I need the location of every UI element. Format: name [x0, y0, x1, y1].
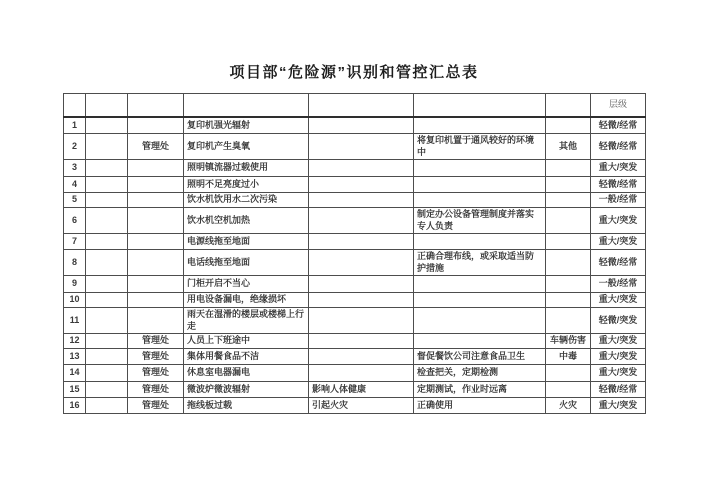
header-cell-blank: [546, 94, 591, 117]
cell-department: 管理处: [128, 349, 184, 365]
cell-accident-category: [546, 276, 591, 293]
cell-department: [128, 208, 184, 234]
cell-control-measure: 正确合理布线，或采取适当防护措施: [414, 250, 546, 276]
cell-department: 管理处: [128, 334, 184, 349]
table-header-row: [64, 94, 646, 117]
cell-consequence: [309, 334, 414, 349]
table-row: [64, 276, 646, 293]
cell-level: 轻微/突发: [591, 308, 646, 334]
cell-hazard: 集体用餐食品不洁: [184, 349, 309, 365]
cell-hazard: 微波炉微波辐射: [184, 382, 309, 398]
cell-control-measure: [414, 193, 546, 208]
cell-consequence: [309, 134, 414, 160]
cell-blank: [86, 234, 128, 250]
cell-blank: [86, 117, 128, 134]
cell-blank: [86, 308, 128, 334]
cell-blank: [86, 398, 128, 414]
cell-blank: [86, 293, 128, 308]
cell-department: 管理处: [128, 382, 184, 398]
table-row: [64, 334, 646, 349]
cell-control-measure: [414, 308, 546, 334]
cell-control-measure: [414, 117, 546, 134]
cell-control-measure: [414, 160, 546, 177]
cell-hazard: 照明镇流器过载使用: [184, 160, 309, 177]
cell-department: [128, 177, 184, 193]
cell-accident-category: 中毒: [546, 349, 591, 365]
cell-hazard: 照明不足亮度过小: [184, 177, 309, 193]
table-row: [64, 250, 646, 276]
cell-level: 轻微/经常: [591, 382, 646, 398]
cell-accident-category: 火灾: [546, 398, 591, 414]
cell-level: 轻微/经常: [591, 250, 646, 276]
cell-accident-category: 车辆伤害: [546, 334, 591, 349]
cell-department: [128, 193, 184, 208]
cell-control-measure: 正确使用: [414, 398, 546, 414]
cell-row-number: 10: [64, 293, 86, 308]
cell-control-measure: [414, 276, 546, 293]
table-row: [64, 117, 646, 134]
hazard-table: [63, 93, 646, 414]
table-row: [64, 398, 646, 414]
cell-level: 重大/突发: [591, 334, 646, 349]
table-row: [64, 382, 646, 398]
cell-row-number: 13: [64, 349, 86, 365]
cell-accident-category: 其他: [546, 134, 591, 160]
cell-consequence: 引起火灾: [309, 398, 414, 414]
table-body: [64, 117, 646, 414]
cell-row-number: 9: [64, 276, 86, 293]
cell-consequence: [309, 250, 414, 276]
cell-control-measure: 将复印机置于通风较好的环境中: [414, 134, 546, 160]
cell-control-measure: 督促餐饮公司注意食品卫生: [414, 349, 546, 365]
column-header-level: 层级: [591, 94, 646, 117]
cell-level: 重大/突发: [591, 208, 646, 234]
cell-consequence: [309, 234, 414, 250]
cell-level: 轻微/经常: [591, 134, 646, 160]
cell-department: [128, 234, 184, 250]
cell-row-number: 1: [64, 117, 86, 134]
cell-level: 轻微/经常: [591, 177, 646, 193]
cell-level: 一般/经常: [591, 193, 646, 208]
cell-blank: [86, 250, 128, 276]
cell-level: 一般/经常: [591, 276, 646, 293]
cell-blank: [86, 334, 128, 349]
cell-consequence: [309, 293, 414, 308]
cell-row-number: 12: [64, 334, 86, 349]
header-cell-blank: [184, 94, 309, 117]
cell-blank: [86, 160, 128, 177]
cell-control-measure: [414, 293, 546, 308]
cell-row-number: 4: [64, 177, 86, 193]
cell-accident-category: [546, 117, 591, 134]
cell-hazard: 休息室电器漏电: [184, 365, 309, 382]
cell-row-number: 5: [64, 193, 86, 208]
cell-department: 管理处: [128, 134, 184, 160]
cell-accident-category: [546, 293, 591, 308]
cell-control-measure: [414, 177, 546, 193]
cell-department: [128, 250, 184, 276]
table-row: [64, 365, 646, 382]
cell-row-number: 7: [64, 234, 86, 250]
cell-accident-category: [546, 234, 591, 250]
cell-level: 重大/突发: [591, 398, 646, 414]
cell-level: 轻微/经常: [591, 117, 646, 134]
cell-blank: [86, 349, 128, 365]
cell-accident-category: [546, 208, 591, 234]
cell-consequence: [309, 117, 414, 134]
cell-blank: [86, 276, 128, 293]
cell-hazard: 电源线拖至地面: [184, 234, 309, 250]
cell-accident-category: [546, 193, 591, 208]
cell-hazard: 饮水机空机加热: [184, 208, 309, 234]
cell-consequence: [309, 365, 414, 382]
cell-consequence: [309, 276, 414, 293]
cell-blank: [86, 382, 128, 398]
cell-consequence: [309, 308, 414, 334]
cell-consequence: [309, 349, 414, 365]
table-row: [64, 208, 646, 234]
cell-hazard: 人员上下班途中: [184, 334, 309, 349]
cell-hazard: 复印机产生臭氧: [184, 134, 309, 160]
cell-blank: [86, 208, 128, 234]
table-row: [64, 177, 646, 193]
cell-blank: [86, 365, 128, 382]
cell-consequence: [309, 160, 414, 177]
cell-level: 重大/突发: [591, 349, 646, 365]
table-row: [64, 193, 646, 208]
table-row: [64, 349, 646, 365]
table-row: [64, 293, 646, 308]
cell-level: 重大/突发: [591, 160, 646, 177]
cell-accident-category: [546, 365, 591, 382]
cell-accident-category: [546, 250, 591, 276]
cell-accident-category: [546, 160, 591, 177]
cell-row-number: 2: [64, 134, 86, 160]
cell-department: 管理处: [128, 398, 184, 414]
cell-control-measure: [414, 334, 546, 349]
cell-accident-category: [546, 308, 591, 334]
cell-hazard: 复印机强光辐射: [184, 117, 309, 134]
cell-consequence: [309, 193, 414, 208]
cell-row-number: 3: [64, 160, 86, 177]
cell-control-measure: 检查把关，定期检测: [414, 365, 546, 382]
cell-row-number: 14: [64, 365, 86, 382]
cell-level: 重大/突发: [591, 293, 646, 308]
header-cell-blank: [128, 94, 184, 117]
cell-department: [128, 276, 184, 293]
table-row: [64, 308, 646, 334]
table-row: [64, 134, 646, 160]
cell-blank: [86, 134, 128, 160]
cell-control-measure: 定期测试，作业时远离: [414, 382, 546, 398]
cell-hazard: 饮水机饮用水二次污染: [184, 193, 309, 208]
cell-row-number: 16: [64, 398, 86, 414]
cell-row-number: 11: [64, 308, 86, 334]
cell-level: 重大/突发: [591, 365, 646, 382]
header-cell-blank: [64, 94, 86, 117]
cell-row-number: 8: [64, 250, 86, 276]
header-cell-blank: [309, 94, 414, 117]
cell-hazard: 用电设备漏电，绝缘损坏: [184, 293, 309, 308]
cell-department: [128, 293, 184, 308]
cell-accident-category: [546, 382, 591, 398]
table-row: [64, 234, 646, 250]
cell-department: [128, 117, 184, 134]
header-cell-blank: [414, 94, 546, 117]
document-title: 项目部“危险源”识别和管控汇总表: [229, 64, 479, 81]
table-row: [64, 160, 646, 177]
cell-hazard: 拖线板过载: [184, 398, 309, 414]
cell-control-measure: 制定办公设备管理制度并落实专人负责: [414, 208, 546, 234]
header-cell-blank: [86, 94, 128, 117]
cell-blank: [86, 193, 128, 208]
cell-hazard: 门柜开启不当心: [184, 276, 309, 293]
cell-row-number: 15: [64, 382, 86, 398]
cell-department: [128, 308, 184, 334]
cell-level: 重大/突发: [591, 234, 646, 250]
cell-control-measure: [414, 234, 546, 250]
cell-blank: [86, 177, 128, 193]
cell-hazard: 雨天在湿滑的楼层或楼梯上行走: [184, 308, 309, 334]
cell-consequence: [309, 177, 414, 193]
cell-hazard: 电话线拖至地面: [184, 250, 309, 276]
cell-consequence: [309, 208, 414, 234]
cell-department: 管理处: [128, 365, 184, 382]
cell-department: [128, 160, 184, 177]
cell-accident-category: [546, 177, 591, 193]
cell-row-number: 6: [64, 208, 86, 234]
cell-consequence: 影响人体健康: [309, 382, 414, 398]
